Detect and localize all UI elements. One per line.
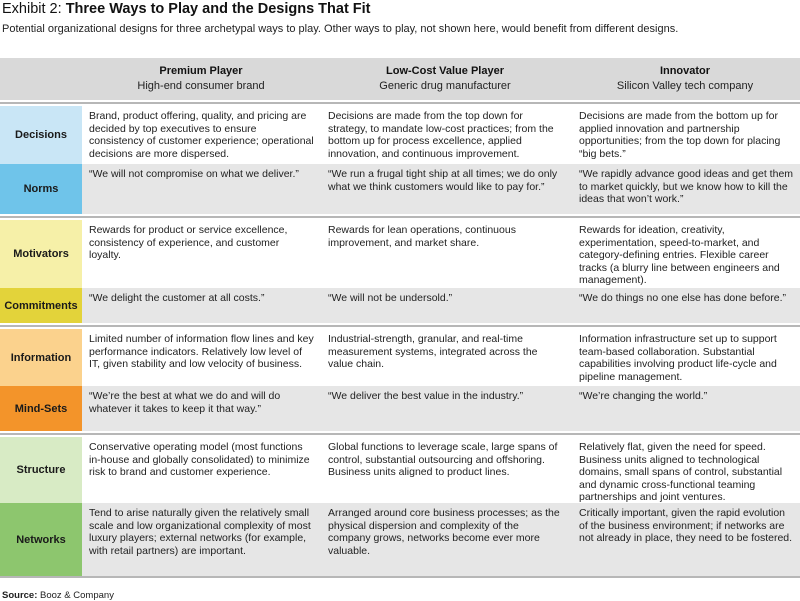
table-cell: “We will not compromise on what we deliver.”: [89, 168, 299, 180]
table-cell: Critically important, given the rapid evolution of the business environment; if networks are not already in place, they need to be fostered.: [579, 507, 793, 544]
row-label-networks: Networks: [0, 503, 82, 576]
group-divider: [0, 216, 800, 218]
bottom-divider: [0, 576, 800, 578]
table-cell: Limited number of information flow lines and key performance indicators. Relatively low level of IT, given stability and low velocity of business.: [89, 333, 314, 370]
table-row-commitments: [0, 288, 800, 323]
exhibit-heading: Three Ways to Play and the Designs That Fit: [65, 1, 371, 17]
column-title: Innovator: [659, 65, 711, 77]
table-cell: Arranged around core business processes; as the physical dispersion and complexity of the company grows, networks become ever more valuable.: [328, 507, 560, 557]
table-cell: Industrial-strength, granular, and real-time measurement systems, integrated across the value chain.: [328, 333, 538, 370]
row-label-information: Information: [0, 329, 82, 386]
table-cell: “We deliver the best value in the industry.”: [328, 390, 524, 402]
table-row-decisions: [0, 106, 800, 164]
table-cell: Rewards for product or service excellence, consistency of experience, and customer loyalty.: [89, 224, 288, 261]
header-corner: [0, 58, 82, 100]
row-label-commitments: Commitments: [0, 288, 82, 323]
row-label-structure: Structure: [0, 437, 82, 503]
exhibit-subtitle: Potential organizational designs for three archetypal ways to play. Other ways to play, not shown here, would benefit from different designs.: [2, 23, 679, 35]
table-cell: “We do things no one else has done before.”: [579, 292, 787, 304]
source-text: Booz & Company: [40, 590, 114, 601]
exhibit-label: Exhibit 2:: [2, 1, 62, 17]
design-table: [0, 58, 800, 578]
column-header-innovator: [570, 58, 800, 100]
table-row-information: [0, 329, 800, 386]
table-row-motivators: [0, 220, 800, 288]
table-row-networks: [0, 503, 800, 576]
table-cell: Rewards for ideation, creativity, experimentation, speed-to-market, and category-defining entries. Flexible career tracks (a blurry line between engineers and management).: [579, 224, 780, 286]
table-row-structure: [0, 437, 800, 503]
table-cell: Brand, product offering, quality, and pricing are decided by top executives to ensure consistency of customer experience; operational decisions are more dispersed.: [89, 110, 314, 160]
table-cell: Tend to arise naturally given the relatively small scale and low organizational complexity of most luxury players; external networks (for example, with retail partners) are important.: [89, 507, 311, 557]
table-row-norms: [0, 164, 800, 214]
column-subtitle: Silicon Valley tech company: [616, 80, 754, 92]
table-cell: “We’re changing the world.”: [579, 390, 708, 402]
table-cell: Decisions are made from the bottom up for applied innovation and partnership opportunities; from the top down for placing “big bets.”: [579, 110, 781, 160]
group-divider: [0, 433, 800, 435]
table-cell: “We run a frugal tight ship at all times; we do only what we think customers would like to pay for.”: [328, 168, 558, 193]
table-cell: Conservative operating model (most functions in-house and globally consolidated) to minimize risk to brand and customer experience.: [89, 441, 310, 478]
column-subtitle: Generic drug manufacturer: [379, 80, 511, 92]
table-cell: Relatively flat, given the need for speed. Business units aligned to technological domains, small spans of control, substantial and dynamic cross-functional teaming partnerships and joint ventures.: [579, 441, 783, 503]
table-cell: “We delight the customer at all costs.”: [89, 292, 265, 304]
exhibit-title: [2, 1, 371, 17]
table-cell: “We rapidly advance good ideas and get them to market quickly, but we know how to kill the ideas that won’t work.”: [579, 168, 794, 205]
row-label-mind-sets: Mind-Sets: [0, 386, 82, 431]
source-note: [2, 590, 114, 601]
column-header-low-cost: [320, 58, 570, 100]
table-cell: Rewards for lean operations, continuous improvement, and market share.: [328, 224, 516, 249]
table-cell: Decisions are made from the top down for strategy, to mandate low-cost practices; from the bottom up for process excellence, applied innovation, and continuous improvement.: [328, 110, 554, 160]
table-cell: “We’re the best at what we do and will do whatever it takes to keep it that way.”: [89, 390, 281, 415]
table-cell: “We will not be undersold.”: [328, 292, 453, 304]
column-header-premium: [82, 58, 320, 100]
row-label-norms: Norms: [0, 164, 82, 214]
group-divider: [0, 102, 800, 104]
table-row-mind-sets: [0, 386, 800, 431]
source-label: Source:: [2, 590, 38, 601]
column-title: Premium Player: [159, 65, 243, 77]
table-cell: Information infrastructure set up to support team-based collaboration. Substantial capabilities involving product life-cycle and pipeline management.: [579, 333, 777, 383]
row-label-motivators: Motivators: [0, 220, 82, 288]
column-subtitle: High-end consumer brand: [137, 80, 265, 92]
group-divider: [0, 325, 800, 327]
column-title: Low-Cost Value Player: [386, 65, 504, 77]
table-cell: Global functions to leverage scale, large spans of control, substantial outsourcing and offshoring. Business units aligned to product lines.: [328, 441, 558, 478]
row-label-decisions: Decisions: [0, 106, 82, 164]
